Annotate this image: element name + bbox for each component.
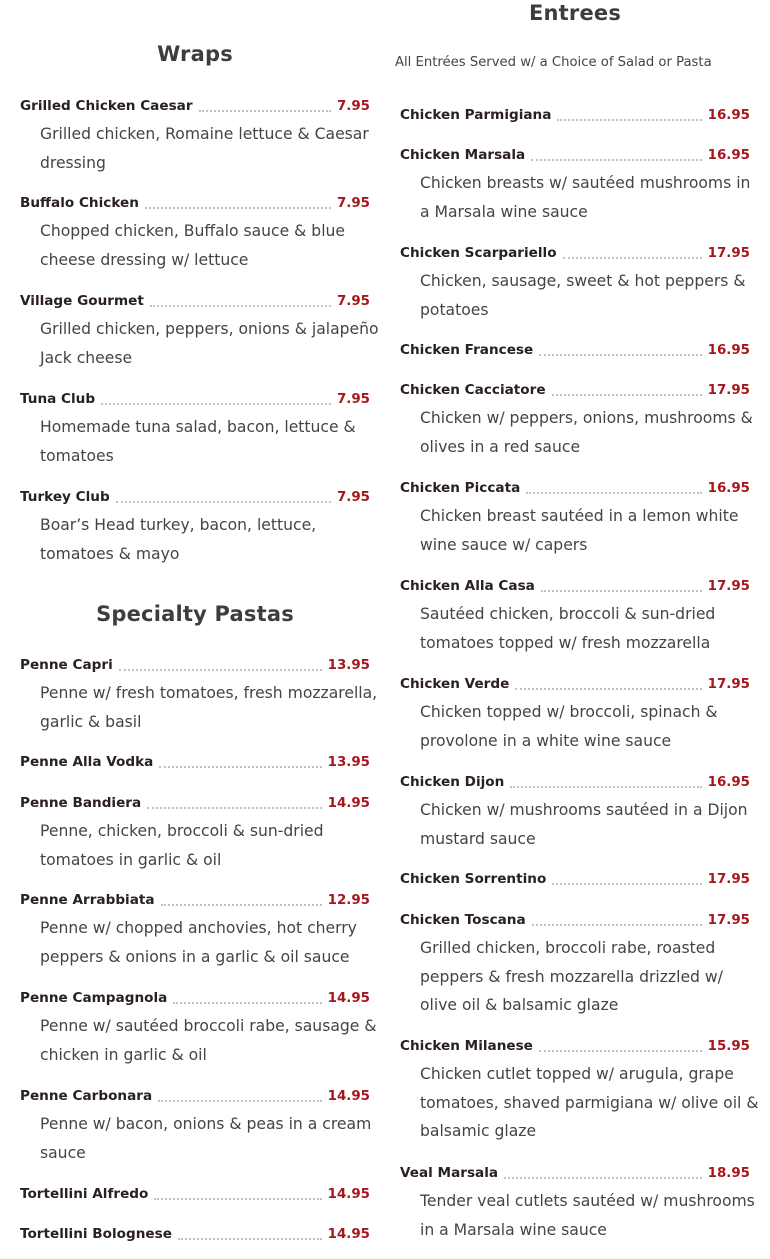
item-price: 7.95 <box>336 294 370 309</box>
item-price: 16.95 <box>707 481 750 496</box>
item-description: Penne w/ fresh tomatoes, fresh mozzarella, garlic & basil <box>40 684 378 731</box>
menu-item <box>20 988 377 1069</box>
item-price: 18.95 <box>707 1166 750 1181</box>
item-name: Chicken Dijon <box>400 774 505 790</box>
item-description: Grilled chicken, broccoli rabe, roasted peppers & fresh mozzarella drizzled w/ olive oil & balsamic glaze <box>420 939 723 1015</box>
menu-item <box>400 105 750 123</box>
item-price: 17.95 <box>707 579 750 594</box>
menu-item <box>400 869 750 887</box>
item-name: Tortellini Bolognese <box>20 1226 172 1242</box>
item-name: Penne Capri <box>20 657 113 673</box>
item-name: Turkey Club <box>20 489 110 505</box>
item-name: Buffalo Chicken <box>20 195 139 211</box>
item-name: Tuna Club <box>20 391 96 407</box>
item-price: 14.95 <box>327 1227 370 1242</box>
item-name: Penne Bandiera <box>20 795 142 811</box>
item-price: 14.95 <box>327 796 370 811</box>
menu-item <box>20 752 370 770</box>
menu-item <box>400 340 750 358</box>
item-description: Penne w/ bacon, onions & peas in a cream sauce <box>40 1115 372 1162</box>
item-description: Penne, chicken, broccoli & sun-dried tomatoes in garlic & oil <box>40 822 324 869</box>
menu-item <box>400 1163 755 1244</box>
menu-item <box>20 389 370 470</box>
item-price: 17.95 <box>707 677 750 692</box>
item-price: 16.95 <box>707 108 750 123</box>
menu-item <box>20 793 370 874</box>
item-description: Sautéed chicken, broccoli & sun-dried tomatoes topped w/ fresh mozzarella <box>420 605 716 652</box>
menu-item <box>400 380 753 461</box>
item-description: Chicken cutlet topped w/ arugula, grape tomatoes, shaved parmigiana w/ olive oil & balsamic glaze <box>420 1065 759 1141</box>
top-divider <box>20 0 370 4</box>
item-price: 16.95 <box>707 343 750 358</box>
item-price: 17.95 <box>707 872 750 887</box>
menu-item <box>400 576 750 657</box>
menu-item <box>400 674 750 755</box>
item-description: Chicken breasts w/ sautéed mushrooms in a Marsala wine sauce <box>420 174 751 221</box>
item-name: Chicken Toscana <box>400 912 526 928</box>
item-price: 17.95 <box>707 246 750 261</box>
item-description: Penne w/ chopped anchovies, hot cherry peppers & onions in a garlic & oil sauce <box>40 919 357 966</box>
item-price: 7.95 <box>336 196 370 211</box>
item-price: 17.95 <box>707 913 750 928</box>
item-description: Chicken w/ peppers, onions, mushrooms & olives in a red sauce <box>420 409 753 456</box>
menu-item <box>400 1036 759 1146</box>
menu-item <box>20 1086 370 1167</box>
item-description: Grilled chicken, Romaine lettuce & Caesar dressing <box>40 125 369 172</box>
item-name: Chicken Verde <box>400 676 510 692</box>
item-description: Boar’s Head turkey, bacon, lettuce, tomatoes & mayo <box>40 516 317 563</box>
item-price: 16.95 <box>707 148 750 163</box>
item-name: Chicken Sorrentino <box>400 871 547 887</box>
specialty-pastas-title: Specialty Pastas <box>96 602 294 626</box>
item-name: Village Gourmet <box>20 293 144 309</box>
item-price: 7.95 <box>336 99 370 114</box>
item-description: Chopped chicken, Buffalo sauce & blue cheese dressing w/ lettuce <box>40 222 346 269</box>
item-name: Chicken Francese <box>400 342 534 358</box>
item-price: 15.95 <box>707 1039 750 1054</box>
item-price: 14.95 <box>327 1089 370 1104</box>
item-name: Penne Campagnola <box>20 990 168 1006</box>
menu-item <box>20 890 370 971</box>
item-name: Chicken Cacciatore <box>400 382 546 398</box>
item-name: Tortellini Alfredo <box>20 1186 149 1202</box>
menu-item <box>400 243 750 324</box>
item-price: 13.95 <box>327 658 370 673</box>
menu-item <box>400 478 750 559</box>
item-price: 14.95 <box>327 991 370 1006</box>
item-price: 7.95 <box>336 392 370 407</box>
item-description: Grilled chicken, peppers, onions & jalapeño Jack cheese <box>40 320 379 367</box>
entrees-note: All Entrées Served w/ a Choice of Salad or Pasta <box>395 55 712 70</box>
item-description: Homemade tuna salad, bacon, lettuce & tomatoes <box>40 418 356 465</box>
item-name: Chicken Alla Casa <box>400 578 535 594</box>
item-name: Grilled Chicken Caesar <box>20 98 193 114</box>
item-description: Chicken w/ mushrooms sautéed in a Dijon mustard sauce <box>420 801 748 848</box>
menu-item <box>400 145 750 226</box>
item-description: Penne w/ sautéed broccoli rabe, sausage & chicken in garlic & oil <box>40 1017 377 1064</box>
item-name: Chicken Scarpariello <box>400 245 557 261</box>
item-description: Chicken breast sautéed in a lemon white wine sauce w/ capers <box>420 507 739 554</box>
item-name: Penne Carbonara <box>20 1088 153 1104</box>
item-name: Veal Marsala <box>400 1165 499 1181</box>
menu-item <box>20 1224 370 1242</box>
item-description: Tender veal cutlets sautéed w/ mushrooms in a Marsala wine sauce <box>420 1192 755 1239</box>
item-price: 16.95 <box>707 775 750 790</box>
item-name: Penne Alla Vodka <box>20 754 154 770</box>
menu-item <box>20 487 370 568</box>
menu-item <box>400 910 750 1020</box>
item-price: 17.95 <box>707 383 750 398</box>
menu-item <box>20 291 379 372</box>
item-description: Chicken, sausage, sweet & hot peppers & potatoes <box>420 272 746 319</box>
item-price: 12.95 <box>327 893 370 908</box>
item-description: Chicken topped w/ broccoli, spinach & provolone in a white wine sauce <box>420 703 718 750</box>
item-price: 7.95 <box>336 490 370 505</box>
item-name: Penne Arrabbiata <box>20 892 155 908</box>
item-name: Chicken Milanese <box>400 1038 533 1054</box>
item-price: 14.95 <box>327 1187 370 1202</box>
item-price: 13.95 <box>327 755 370 770</box>
menu-item <box>20 655 378 736</box>
menu-item <box>20 193 370 274</box>
item-name: Chicken Piccata <box>400 480 521 496</box>
entrees-title: Entrees <box>528 1 622 25</box>
menu-item <box>20 1184 370 1202</box>
wraps-title: Wraps <box>157 42 233 66</box>
menu-item <box>400 772 750 853</box>
item-name: Chicken Parmigiana <box>400 107 552 123</box>
menu-item <box>20 96 370 177</box>
item-name: Chicken Marsala <box>400 147 526 163</box>
